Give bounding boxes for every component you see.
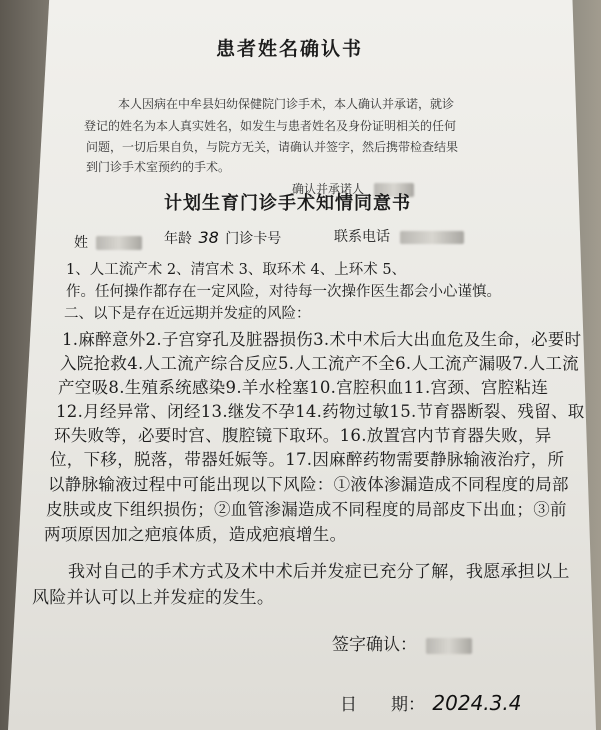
age-label: 年龄: [164, 231, 192, 247]
statement-line-2: 风险并认可以上并发症的发生。: [32, 588, 275, 608]
confirm-label: 确认并承诺人: [292, 182, 365, 196]
intro-line-2: 登记的姓名为本人真实姓名，如发生与患者姓名及身份证明相关的任何: [84, 119, 457, 133]
risk-line-6: 位，下移，脱落，带器妊娠等。17.因麻醉药物需要静脉输液治疗，所: [50, 450, 565, 469]
risk-line-1: 1.麻醉意外2.子宫穿孔及脏器损伤3.术中术后大出血危及生命，必要时: [62, 330, 582, 349]
redacted-sign: [426, 638, 472, 654]
section-line-2: 作。任何操作都存在一定风险，对待每一次操作医生都会小心谨慎。: [66, 284, 501, 300]
intro-line-3: 问题，一切后果自负，与院方无关，请确认并签字，然后携带检查结果: [86, 140, 459, 154]
risk-line-7: 以静脉输液过程中可能出现以下风险：①液体渗漏造成不同程度的局部: [48, 475, 569, 494]
sign-label: 签字确认：: [332, 635, 417, 655]
risk-line-8: 皮肤或皮下组织损伤；②血管渗漏造成不同程度的局部皮下出血；③前: [46, 500, 567, 519]
signature-row: [332, 630, 472, 655]
section-line-3: 二、以下是存在近远期并发症的风险：: [64, 306, 311, 322]
risk-line-5: 环失败等，必要时宫、腹腔镜下取环。16.放置宫内节育器失败，异: [54, 426, 552, 445]
risk-line-9: 两项原因加之疤痕体质，造成疤痕增生。: [44, 525, 347, 544]
consent-title-text: 计划生育门诊手术知情同意书: [164, 193, 411, 214]
phone-label: 联系电话: [334, 229, 390, 245]
phone-field: [334, 226, 464, 246]
redacted-name: [96, 236, 142, 250]
risk-line-2: 入院抢救4.人工流产综合反应5.人工流产不全6.人工流产漏吸7.人工流: [60, 354, 579, 373]
date-label: 日 期：: [340, 695, 425, 715]
card-label: 门诊卡号: [225, 231, 282, 247]
document-title: 患者姓名确认书: [216, 38, 364, 60]
intro-line-1: 本人因病在中牟县妇幼保健院门诊手术，本人确认并承诺，就诊: [118, 97, 455, 111]
redacted-phone: [400, 231, 464, 244]
date-value: 2024.3.4: [432, 691, 522, 715]
consent-title: [164, 189, 411, 215]
age-value: 38: [198, 228, 219, 247]
date-row: [340, 690, 521, 715]
risk-line-4: 12.月经异常、闭经13.继发不孕14.药物过敏15.节育器断裂、残留、取: [56, 402, 585, 421]
risk-line-3: 产空吸8.生殖系统感染9.羊水栓塞10.宫腔积血11.宫颈、宫腔粘连: [58, 378, 549, 397]
section-line-1: 1、人工流产术 2、清宫术 3、取环术 4、上环术 5、: [66, 262, 407, 278]
intro-line-4: 到门诊手术室预约的手术。: [86, 160, 231, 174]
patient-name-field: [74, 232, 142, 252]
statement-line-1: 我对自己的手术方式及术中术后并发症已充分了解，我愿承担以上: [68, 562, 570, 582]
age-field: [164, 228, 281, 248]
name-label: 姓: [74, 235, 88, 251]
